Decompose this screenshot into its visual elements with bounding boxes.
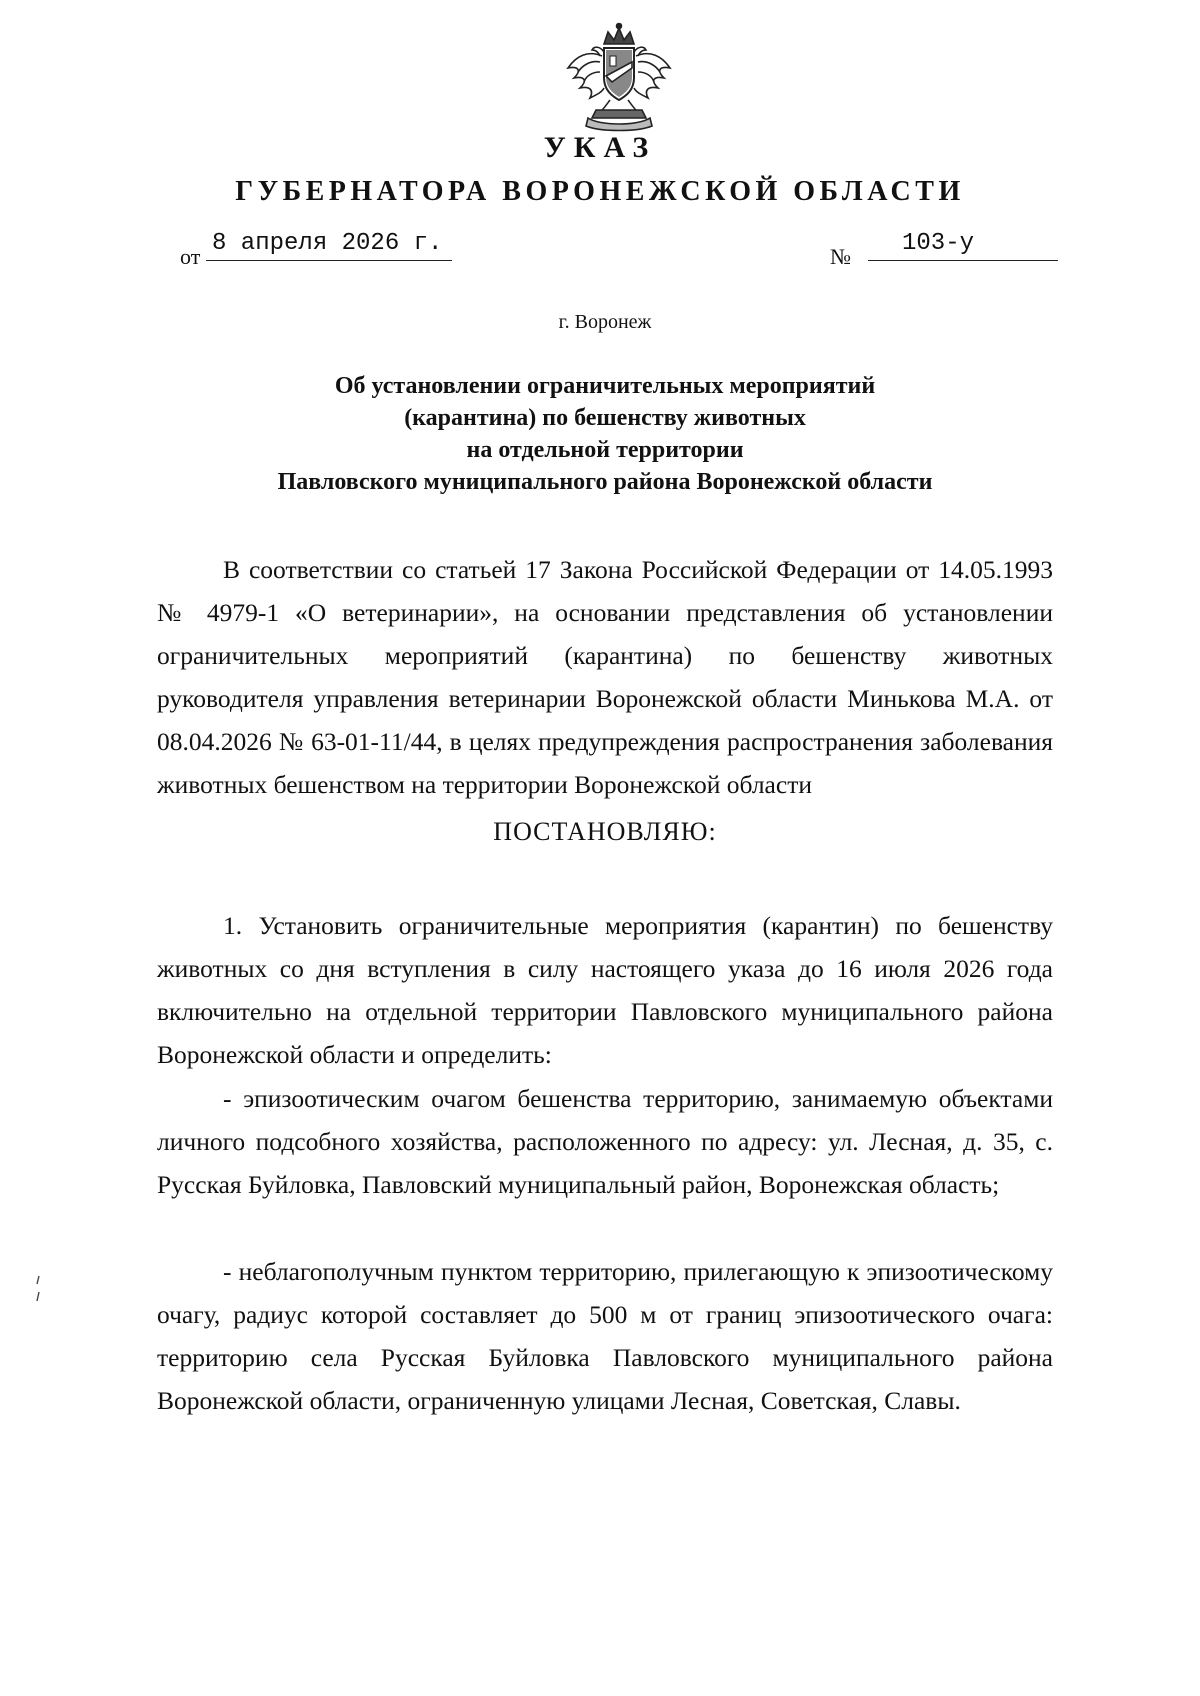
heading-line: Павловского муниципального района Воронежской области xyxy=(277,469,933,495)
margin-mark-icon xyxy=(34,1274,42,1304)
city-name: г. Воронеж xyxy=(558,311,652,333)
heading-line: Об установлении ограничительных мероприятий xyxy=(334,373,876,399)
item-1b-paragraph: - неблагополучным пунктом территорию, прилегающую к эпизоотическому очагу, радиус которой составляет до 500 м от границ эпизоотического очага: территорию села Русская Буйловка Павловского муниципального района Воронежской области, ограниченную улицами Лесная, Советская, Славы. xyxy=(157,1257,1053,1415)
decree-heading xyxy=(160,370,1050,498)
item-1a-paragraph: - эпизоотическим очагом бешенства территорию, занимаемую объектами личного подсобного хозяйства, расположенного по адресу: ул. Лесная, д. 35, с. Русская Буйловка, Павловский муниципальный район, Воронежская область; xyxy=(157,1084,1053,1199)
coat-of-arms-icon xyxy=(560,22,678,134)
date-prefix: от xyxy=(180,244,201,269)
preamble-paragraph: В соответствии со статьей 17 Закона Российской Федерации от 14.05.1993 № 4979-1 «О ветеринарии», на основании представления об установлении ограничительных мероприятий (карантина) по бешенству животных руководителя управления ветеринарии Воронежской области Минькова М.А. от 08.04.2026 № 63-01-11/44, в целях предупреждения распространения заболевания животных бешенством на территории Воронежской области xyxy=(157,555,1053,799)
decree-subtitle: ГУБЕРНАТОРА ВОРОНЕЖСКОЙ ОБЛАСТИ xyxy=(235,176,965,207)
heading-line: на отдельной территории xyxy=(466,437,744,463)
item-1-paragraph: 1. Установить ограничительные мероприятия (карантин) по бешенству животных со дня вступления в силу настоящего указа до 16 июля 2026 года включительно на отдельной территории Павловского муниципального района Воронежской области и определить: xyxy=(157,911,1053,1069)
heading-line: (карантина) по бешенству животных xyxy=(404,405,806,431)
number-prefix: № xyxy=(830,244,851,269)
decree-number: 103-у xyxy=(868,228,1058,261)
decree-date: 8 апреля 2026 г. xyxy=(206,228,452,261)
decree-word: ПОСТАНОВЛЯЮ: xyxy=(493,817,717,846)
decree-title: УКАЗ xyxy=(543,131,657,164)
date-number-row xyxy=(180,228,1060,272)
